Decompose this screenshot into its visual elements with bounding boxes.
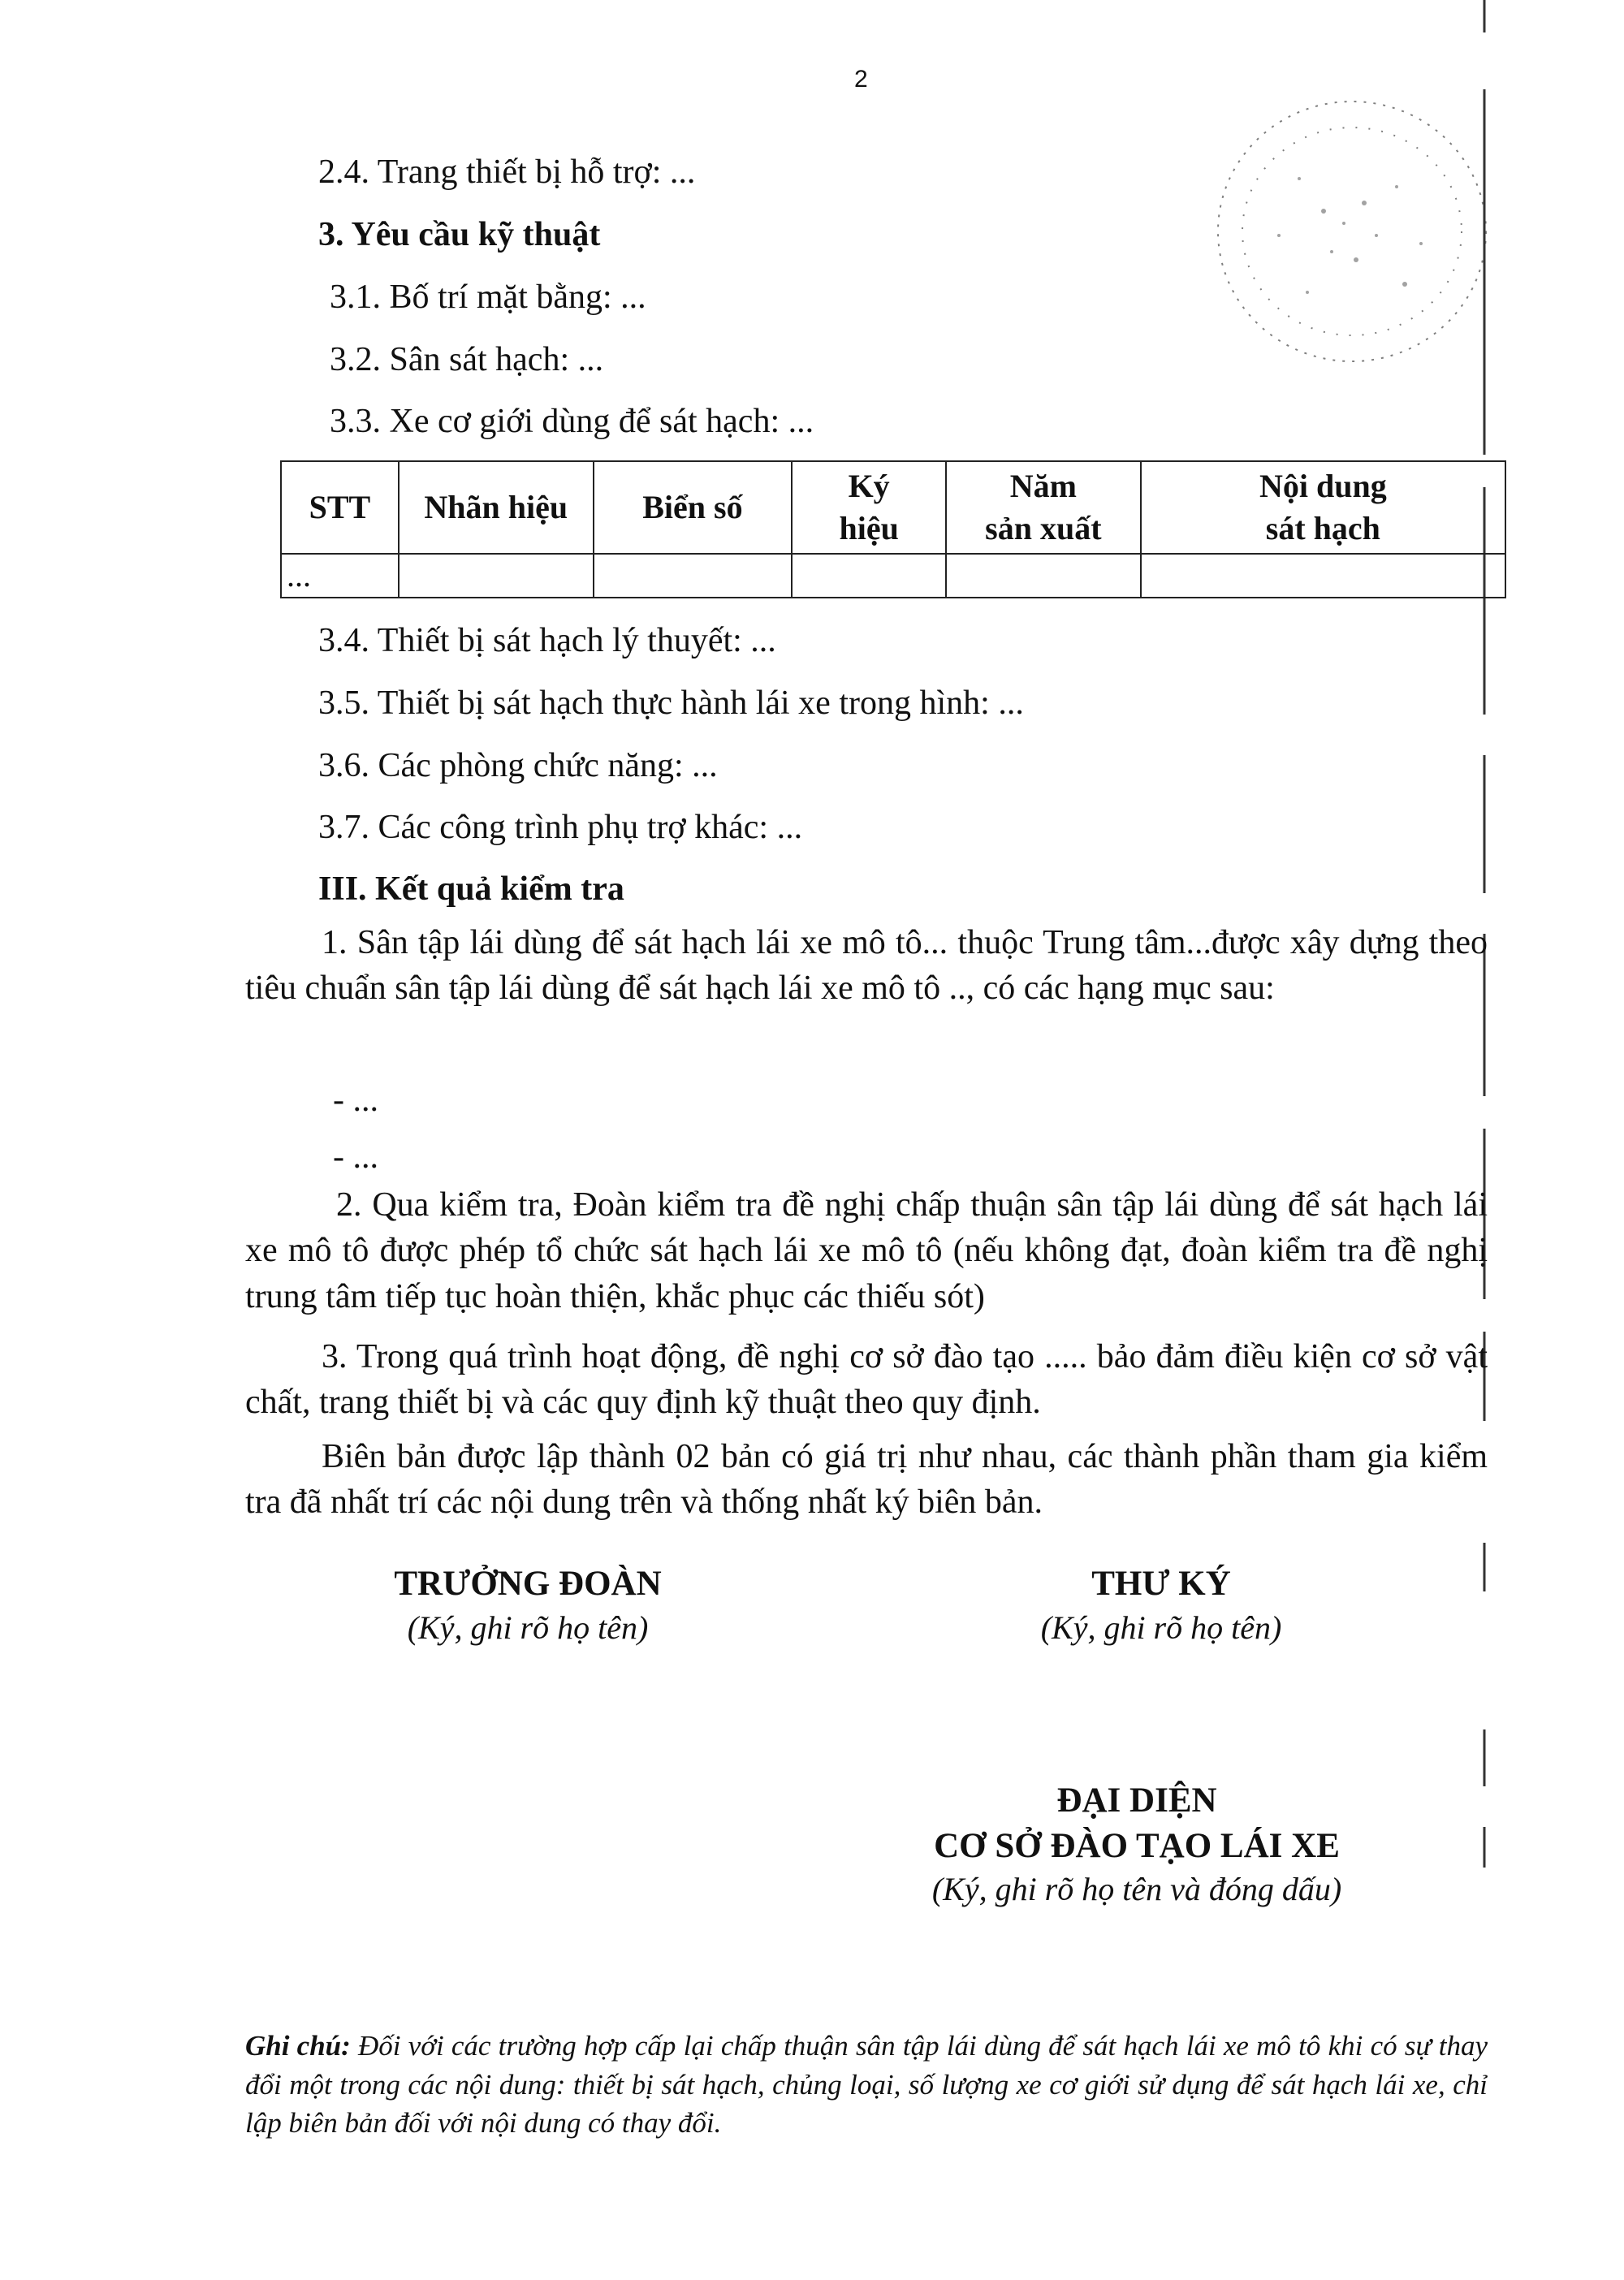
table-cell: [594, 554, 793, 598]
result-paragraph-2: 2. Qua kiểm tra, Đoàn kiểm tra đề nghị chấp thuận sân tập lái dùng để sát hạch lái xe mô tô được phép tổ chức sát hạch lái xe mô tô (nếu không đạt, đoàn kiểm tra đề nghị trung tâm tiếp tục hoàn thiện, khắc phục các thiếu sót): [245, 1186, 1488, 1315]
item-3-6: 3.6. Các phòng chức năng: ...: [318, 747, 718, 784]
header-nam-san-xuat: [946, 461, 1141, 554]
header-stt: STT: [281, 461, 399, 554]
item-3-5: 3.5. Thiết bị sát hạch thực hành lái xe trong hình: ...: [318, 684, 1024, 722]
table-row: [281, 554, 1505, 598]
header-noi-dung: [1141, 461, 1505, 554]
item-3-2: 3.2. Sân sát hạch: ...: [330, 341, 604, 378]
table-cell: [946, 554, 1141, 598]
footnote-text: Đối với các trường hợp cấp lại chấp thuận sân tập lái dùng để sát hạch lái xe mô tô khi có sự thay đổi một trong các nội dung: thiết bị sát hạch, chủng loại, số lượng xe cơ giới sử dụng để sát hạch lái xe, chỉ lập biên bản đối với nội dung có thay đổi.: [245, 2030, 1488, 2140]
result-paragraph-1: 1. Sân tập lái dùng để sát hạch lái xe mô tô... thuộc Trung tâm...được xây dựng theo tiêu chuẩn sân tập lái dùng để sát hạch lái xe mô tô .., có các hạng mục sau:: [245, 924, 1488, 1008]
closing-paragraph: Biên bản được lập thành 02 bản có giá trị như nhau, các thành phần tham gia kiểm tra đã nhất trí các nội dung trên và thống nhất ký biên bản.: [245, 1438, 1488, 1522]
signature-thu-ky-title: THƯ KÝ: [1091, 1565, 1231, 1603]
item-3-1: 3.1. Bố trí mặt bằng: ...: [330, 279, 646, 316]
signature-thu-ky-instruction: (Ký, ghi rõ họ tên): [1040, 1609, 1282, 1646]
header-nam-line1: Năm: [1009, 468, 1077, 504]
header-ky-hieu-line1: Ký: [848, 468, 890, 504]
signature-truong-doan-instruction: (Ký, ghi rõ họ tên): [407, 1609, 649, 1646]
item-3-7: 3.7. Các công trình phụ trợ khác: ...: [318, 809, 803, 846]
header-noi-dung-line1: Nội dung: [1259, 468, 1387, 504]
header-ky-hieu-line2: hiệu: [839, 510, 899, 546]
footnote-label: Ghi chú:: [245, 2030, 351, 2062]
stamp-seal: [1202, 89, 1494, 390]
item-3-3: 3.3. Xe cơ giới dùng để sát hạch: ...: [330, 403, 814, 440]
table-cell: [1141, 554, 1505, 598]
page-number: 2: [854, 66, 868, 93]
header-bien-so: Biển số: [594, 461, 793, 554]
signature-thu-ky: [958, 1563, 1364, 1647]
result-paragraph-3: 3. Trong quá trình hoạt động, đề nghị cơ sở đào tạo ..... bảo đảm điều kiện cơ sở vật chất, trang thiết bị và các quy định kỹ thuật theo quy định.: [245, 1338, 1488, 1422]
header-ky-hieu: [792, 461, 946, 554]
table-cell: [792, 554, 946, 598]
signature-truong-doan-title: TRƯỞNG ĐOÀN: [394, 1565, 662, 1603]
signature-dai-dien-title-1: ĐẠI DIỆN: [1056, 1781, 1217, 1820]
item-3-4: 3.4. Thiết bị sát hạch lý thuyết: ...: [318, 622, 776, 659]
signature-truong-doan: [325, 1563, 731, 1647]
item-2-4: 2.4. Trang thiết bị hỗ trợ: ...: [318, 153, 696, 191]
heading-technical-requirements: 3. Yêu cầu kỹ thuật: [318, 216, 601, 253]
footnote: [245, 2027, 1488, 2143]
header-nhan-hieu: Nhãn hiệu: [399, 461, 594, 554]
table-cell-stt: ...: [281, 554, 399, 598]
signature-dai-dien-title-2: CƠ SỞ ĐÀO TẠO LÁI XE: [934, 1826, 1340, 1865]
header-noi-dung-line2: sát hạch: [1265, 510, 1380, 546]
signature-dai-dien-instruction: (Ký, ghi rõ họ tên và đóng dấu): [931, 1871, 1342, 1908]
result-dash-2: - ...: [333, 1138, 378, 1176]
table-header-row: [281, 461, 1505, 554]
table-cell: [399, 554, 594, 598]
header-nam-line2: sản xuất: [985, 510, 1102, 546]
result-dash-1: - ...: [333, 1082, 378, 1119]
vehicle-table: [280, 460, 1506, 598]
signature-dai-dien: [853, 1780, 1421, 1909]
heading-results: III. Kết quả kiểm tra: [318, 870, 624, 908]
